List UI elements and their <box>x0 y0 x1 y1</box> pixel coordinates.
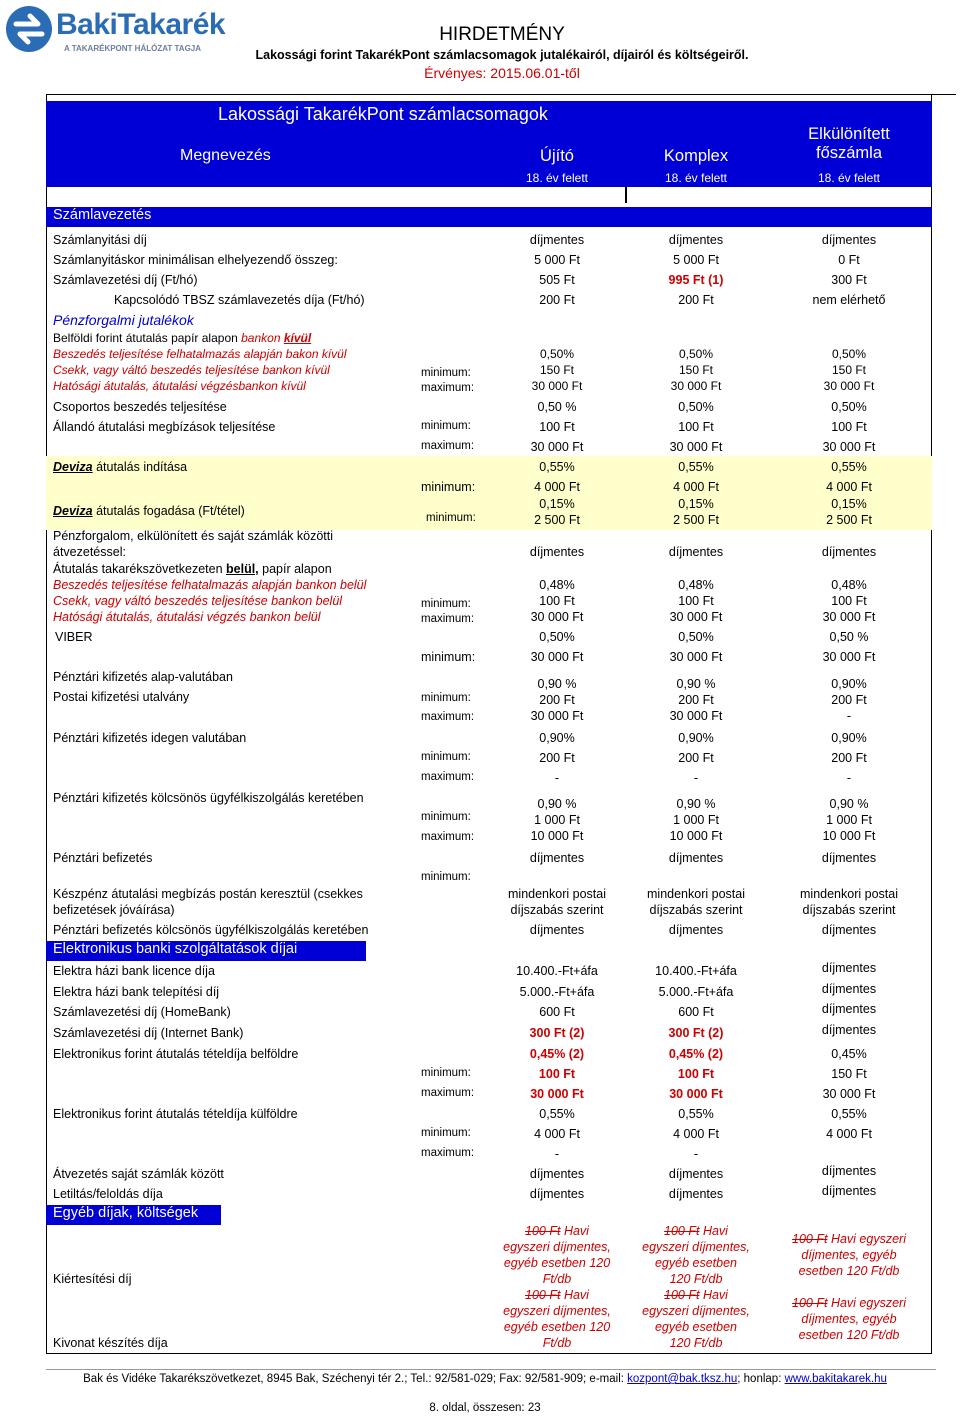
package-title: Lakossági TakarékPont számlacsomagok <box>218 104 548 124</box>
table-row: Pénztári kifizetés kölcsönös ügyfélkiszolgálás keretében minimum: maximum: 0,90 % 1 000 Ft 10 000 Ft 0,90 % 1 000 Ft 10 000 Ft 0,90 % 1 000 Ft 10 000 Ft <box>53 791 876 843</box>
valid-from: Érvényes: 2015.06.01-től <box>424 65 580 81</box>
col-header-ujito: Újító 18. év felett <box>525 147 589 185</box>
logo-tagline: A TAKARÉKPONT HÁLÓZAT TAGJA <box>64 44 202 53</box>
footer-rule <box>46 1369 936 1370</box>
table-row: Pénztári befizetés minimum: díjmentes díjmentes díjmentes <box>53 851 877 883</box>
table-row: Elektra házi bank licence díja 10.400.-Ft+áfa 10.400.-Ft+áfa díjmentes <box>53 961 877 978</box>
table-row: Számlavezetési díj (Ft/hó) 505 Ft 995 Ft (1) 300 Ft <box>53 273 867 287</box>
table-row: Elektronikus forint átutalás tételdíja belföldre minimum: maximum: 0,45% (2) 0,45% (2) 0,45% 100 Ft 100 Ft 150 Ft 30 000 Ft 30 000 Ft 30 000 Ft <box>53 1047 876 1101</box>
table-row: Számlanyitáskor minimálisan elhelyezendő összeg: 5 000 Ft 5 000 Ft 0 Ft <box>53 253 860 267</box>
table-row: Elektronikus forint átutalás tételdíja külföldre minimum: maximum: 0,55% 0,55% 0,55% 4 000 Ft 4 000 Ft 4 000 Ft - - <box>53 1107 872 1161</box>
website-link[interactable]: www.bakitakarek.hu <box>784 1373 887 1385</box>
table-row: Átvezetés saját számlák között díjmentes díjmentes díjmentes <box>53 1164 877 1181</box>
section-szamlavezetes: Számlavezetés <box>46 207 932 227</box>
table-row: Pénztári kifizetés alap-valutában Postai kifizetési utalvány minimum: maximum: 0,90 % 200 Ft 30 000 Ft 0,90 % 200 Ft 30 000 Ft 0,90% 200 Ft - <box>53 670 867 723</box>
col-header-elkulonitett: Elkülönített főszámla 18. év felett <box>808 125 890 185</box>
footer-contact: Bak és Vidéke Takarékszövetkezet, 8945 Bak, Széchenyi tér 2.; Tel.: 92/581-029; Fax: 92/581-909; e-mail: kozpont@bak.tksz.hu; honlap: www.bakitakarek.hu <box>83 1373 887 1385</box>
table-row: Számlavezetési díj (HomeBank) 600 Ft 600 Ft díjmentes <box>53 1002 877 1019</box>
table-row: Kapcsolódó TBSZ számlavezetés díja (Ft/hó) 200 Ft 200 Ft nem elérhető <box>114 293 886 307</box>
table-row: Elektra házi bank telepítési díj 5.000.-Ft+áfa 5.000.-Ft+áfa díjmentes <box>53 982 877 999</box>
notice-subtitle: Lakossági forint TakarékPont számlacsomagok jutalékairól, díjairól és költségeiről. <box>255 48 749 62</box>
section-egyeb: Egyéb díjak, költségek <box>46 1205 221 1225</box>
table-row: Számlanyitási díj díjmentes díjmentes díjmentes <box>53 233 877 247</box>
table-row: Állandó átutalási megbízások teljesítése minimum: maximum: 100 Ft 100 Ft 100 Ft 30 000 Ft 30 000 Ft 30 000 Ft <box>53 420 876 454</box>
table-row: Kiértesítési díj 100 Ft Havi egyszeri díjmentes, egyéb esetben 120 Ft/db 100 Ft Havi egyszeri díjmentes, egyéb esetben 120 Ft/db 100 Ft Havi egyszeri díjmentes, egyéb esetben 120 Ft/db <box>53 1224 906 1286</box>
section-penzforgalmi: Pénzforgalmi jutalékok <box>53 312 194 328</box>
notice-title: HIRDETMÉNY <box>439 24 565 45</box>
table-row: Átutalás takarékszövetkezeten belül, papír alapon Beszedés teljesítése felhatalmazás alapján bankon belül Csekk, vagy váltó beszedés teljesítése bankon belül Hatósági átutalás, átutalási végzés bankon belül minimum: maximum: 0,48% 100 Ft 30 000 Ft 0,48% 100 Ft 30 000 Ft 0,48% 100 Ft 30 000 Ft <box>53 562 876 625</box>
name-column-header: Megnevezés <box>180 147 271 164</box>
table-row: Deviza átutalás fogadása (Ft/tétel) minimum: 0,15% 0,15% 0,15% 2 500 Ft 2 500 Ft 2 500 Ft <box>53 497 872 527</box>
table-row: Deviza átutalás indítása minimum: 0,55% 0,55% 0,55% 4 000 Ft 4 000 Ft 4 000 Ft <box>53 460 872 494</box>
header-divider <box>625 187 627 203</box>
table-row: Számlavezetési díj (Internet Bank) 300 Ft (2) 300 Ft (2) díjmentes <box>53 1023 877 1040</box>
logo-wordmark: BakiTakarék <box>56 8 226 41</box>
table-row: Kivonat készítés díja 100 Ft Havi egyszeri díjmentes, egyéb esetben 120 Ft/db 100 Ft Havi egyszeri díjmentes, egyéb esetben 120 Ft/db 100 Ft Havi egyszeri díjmentes, egyéb esetben 120 Ft/db <box>53 1288 906 1350</box>
section-elektronikus: Elektronikus banki szolgáltatások díjai <box>46 941 366 961</box>
table-row: Belföldi forint átutalás papír alapon bankon kívül Beszedés teljesítése felhatalmazás alapján bakon kívül Csekk, vagy váltó beszedés teljesítése bankon kívül Hatósági átutalás, átutalási végzésbankon kívül minimum: maximum: 0,50% 150 Ft 30 000 Ft 0,50% 150 Ft 30 000 Ft 0,50% 150 Ft 30 000 Ft <box>53 331 875 394</box>
table-row: Pénztári befizetés kölcsönös ügyfélkiszolgálás keretében díjmentes díjmentes díjmentes <box>53 923 877 937</box>
email-link[interactable]: kozpont@bak.tksz.hu <box>627 1373 738 1385</box>
table-row: Letiltás/feloldás díja díjmentes díjmentes díjmentes <box>53 1184 877 1201</box>
table-row: Pénzforgalom, elkülönített és saját számlák közötti átvezetéssel: díjmentes díjmentes díjmentes <box>53 529 877 559</box>
table-row: VIBER minimum: 0,50% 0,50% 0,50 % 30 000 Ft 30 000 Ft 30 000 Ft <box>55 630 876 664</box>
table-row: Készpénz átutalási megbízás postán keresztül (csekkes befizetések jóváírása) mindenkori postai díjszabás szerint mindenkori postai díjszabás szerint mindenkori postai díjszabás szerint <box>53 887 898 917</box>
col-header-komplex: Komplex 18. év felett <box>663 147 729 185</box>
table-header <box>46 101 932 187</box>
table-row: Pénztári kifizetés idegen valutában minimum: maximum: 0,90% 0,90% 0,90% 200 Ft 200 Ft 200 Ft - - - <box>53 731 867 785</box>
page-number: 8. oldal, összesen: 23 <box>429 1402 541 1414</box>
table-row: Csoportos beszedés teljesítése 0,50 % 0,50% 0,50% <box>53 400 867 414</box>
